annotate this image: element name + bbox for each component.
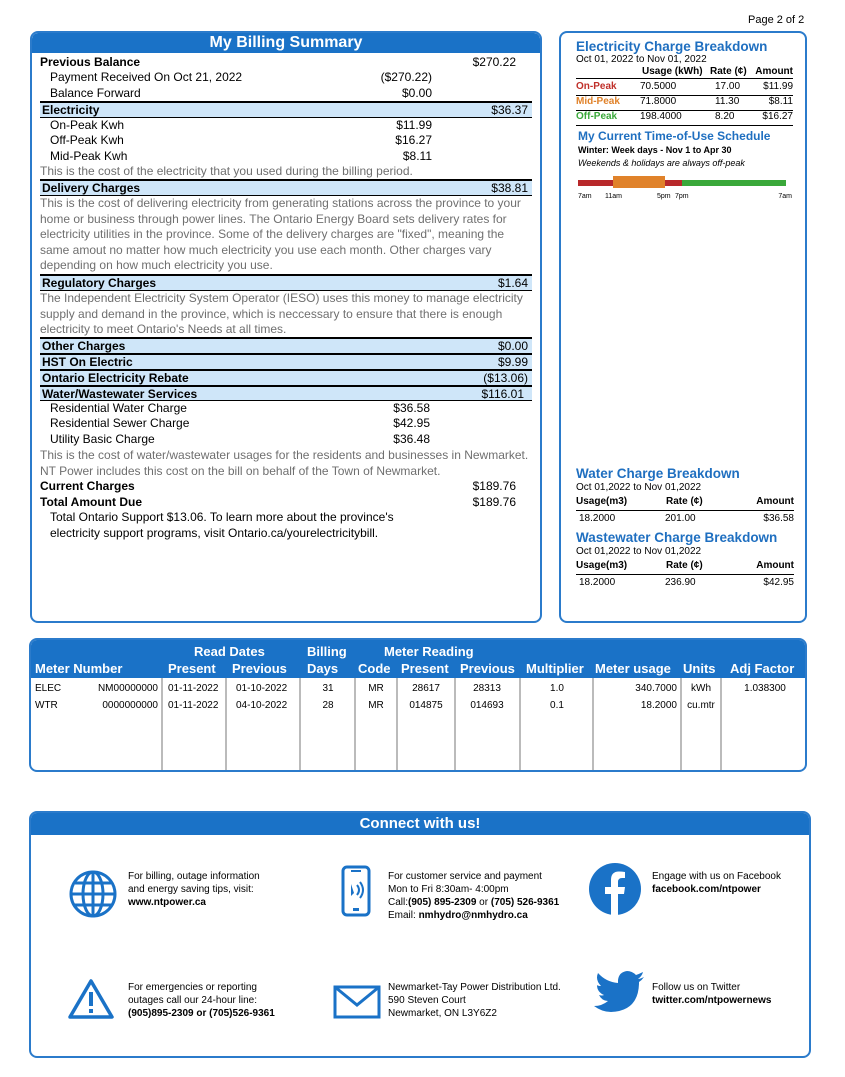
meter-cell-previous: 01-10-2022 (236, 683, 288, 694)
elec-breakdown-period: Oct 01, 2022 to Nov 01, 2022 (576, 54, 707, 65)
meter-cell-days: 28 (322, 700, 334, 711)
email-link[interactable]: nmhydro@nmhydro.ca (418, 910, 528, 921)
emergency-line2: outages call our 24-hour line: (128, 995, 257, 1006)
h-present: Present (168, 661, 216, 676)
phone-email (388, 909, 559, 922)
emergency-info (128, 981, 275, 1020)
meter-cell-number: 0000000000 (102, 700, 158, 711)
delivery-charges-label: Delivery Charges (42, 181, 141, 195)
amount-value: $16.27 (762, 111, 793, 122)
res-water-label: Residential Water Charge (50, 401, 187, 415)
meter-table-header (31, 640, 805, 678)
tou-onpeak-segment-1 (578, 180, 613, 186)
mail-icon (333, 985, 381, 1019)
elec-breakdown-row (576, 81, 793, 96)
ontario-support-note: Total Ontario Support $13.06. To learn more about the province's electricity support programs, visit Ontario.ca/yourelectricitybill. (50, 510, 394, 540)
meter-table-panel (29, 638, 807, 772)
usage-value: 198.4000 (640, 111, 682, 122)
web-line1: For billing, outage information (128, 871, 260, 882)
address-line1: Newmarket-Tay Power Distribution Ltd. (388, 982, 561, 993)
other-charges-label: Other Charges (42, 339, 126, 353)
wastewater-breakdown-header (576, 560, 794, 575)
tou-tick-0: 7am (578, 193, 592, 200)
meter-cell-usage: 340.7000 (635, 683, 677, 694)
water-rate: 201.00 (665, 513, 696, 524)
h-previous2: Previous (460, 661, 515, 676)
elec-breakdown-row (576, 111, 793, 126)
ontario-rebate-label: Ontario Electricity Rebate (42, 371, 189, 385)
wastewater-breakdown-period: Oct 01,2022 to Nov 01,2022 (576, 546, 702, 557)
wastewater-rate: 236.90 (665, 577, 696, 588)
previous-balance-value: $270.22 (472, 55, 516, 69)
wastewater-col-usage: Usage(m3) (576, 560, 628, 571)
meter-cell-previous: 04-10-2022 (236, 700, 288, 711)
tou-ticks (578, 193, 792, 203)
delivery-charges-value: $38.81 (491, 181, 528, 195)
regulatory-note: The Independent Electricity System Operator (IESO) uses this money to manage electricity supply and demand in the province, which is neccessary to ensure that there is enough electricity to meet Ontario's Needs at all times. (40, 291, 523, 336)
tou-title: My Current Time-of-Use Schedule (578, 129, 771, 143)
h-present2: Present (401, 661, 449, 676)
rate-period-name: On-Peak (576, 81, 617, 92)
page-number: Page 2 of 2 (748, 14, 805, 26)
res-sewer-value: $42.95 (393, 416, 430, 430)
twitter-info (652, 981, 771, 1007)
facebook-icon[interactable] (588, 862, 642, 916)
h-meter-number: Meter Number (35, 661, 123, 676)
tou-weekend-note: Weekends & holidays are always off-peak (578, 158, 745, 168)
web-line2: and energy saving tips, visit: (128, 884, 254, 895)
balance-forward-label: Balance Forward (50, 86, 141, 100)
facebook-url-link[interactable]: facebook.com/ntpower (652, 884, 761, 895)
fb-line1: Engage with us on Facebook (652, 871, 781, 882)
off-peak-value: $16.27 (395, 133, 432, 147)
total-amount-due-value: $189.76 (472, 495, 516, 509)
previous-balance-label: Previous Balance (40, 55, 141, 69)
payment-received-value: ($270.22) (380, 70, 432, 84)
hst-label: HST On Electric (42, 355, 133, 369)
ontario-rebate-value: ($13.06) (483, 371, 528, 385)
regulatory-charges-label: Regulatory Charges (42, 276, 157, 290)
res-water-value: $36.58 (393, 401, 430, 415)
phone-call-label: Call: (388, 897, 409, 908)
meter-cell-units: kWh (691, 683, 711, 694)
utility-basic-label: Utility Basic Charge (50, 432, 155, 446)
h-meter-usage: Meter usage (595, 661, 671, 676)
phone-or: or (476, 897, 491, 908)
h-read-dates: Read Dates (194, 644, 265, 659)
phone-line2: Mon to Fri 8:30am- 4:00pm (388, 884, 509, 895)
mobile-phone-icon (341, 865, 371, 917)
amount-value: $8.11 (768, 96, 793, 107)
address-line2: 590 Steven Court (388, 995, 466, 1006)
usage-value: 71.8000 (640, 96, 677, 107)
water-amount: $36.58 (763, 513, 794, 524)
water-col-usage: Usage(m3) (576, 496, 628, 507)
tou-tick-3: 7pm (675, 193, 689, 200)
utility-basic-value: $36.48 (393, 432, 430, 446)
elec-breakdown-title: Electricity Charge Breakdown (576, 39, 768, 54)
h-units: Units (683, 661, 716, 676)
connect-title: Connect with us! (31, 813, 809, 835)
water-note: This is the cost of water/wastewater usages for the residents and businesses in Newmarket. NT Power includes this cost on the bill on behalf of the Town of Newmarket. (40, 448, 529, 478)
meter-cell-read-previous: 28313 (473, 683, 501, 694)
payment-received-label: Payment Received On Oct 21, 2022 (50, 70, 243, 84)
balance-forward-value: $0.00 (401, 86, 432, 100)
wastewater-breakdown-row (576, 577, 794, 591)
meter-cell-days: 31 (322, 683, 334, 694)
meter-row (31, 683, 807, 699)
water-breakdown-title: Water Charge Breakdown (576, 466, 740, 481)
h-adj-factor: Adj Factor (730, 661, 795, 676)
delivery-note: This is the cost of delivering electricity from generating stations across the province to your home or business through power lines. The Ontario Energy Board sets delivery rates for electricity utilities in the province. Some of the delivery charges are "fixed", meaning the same amout no matter how much electricity you use each month. Other charges vary depending on how much electricity you use. (40, 196, 521, 272)
water-services-label: Water/Wastewater Services (42, 387, 198, 401)
phone-number-1[interactable]: (905) 895-2309 (408, 897, 477, 908)
rate-value: 11.30 (715, 96, 740, 107)
rate-period-name: Mid-Peak (576, 96, 620, 107)
water-usage: 18.2000 (579, 513, 616, 524)
phone-numbers (388, 896, 559, 909)
on-peak-value: $11.99 (396, 118, 432, 132)
meter-cell-read-present: 28617 (412, 683, 440, 694)
tou-tick-2: 5pm (657, 193, 671, 200)
meter-cell-adj: 1.038300 (744, 683, 786, 694)
tou-tick-1: 11am (605, 193, 622, 200)
twitter-icon[interactable] (594, 971, 646, 1015)
on-peak-label: On-Peak Kwh (50, 118, 125, 132)
wastewater-col-rate: Rate (¢) (666, 560, 703, 571)
wastewater-usage: 18.2000 (579, 577, 616, 588)
web-url-link[interactable]: www.ntpower.ca (128, 897, 206, 908)
col-usage-header: Usage (kWh) (642, 66, 703, 77)
wastewater-breakdown-title: Wastewater Charge Breakdown (576, 530, 778, 545)
res-sewer-label: Residential Sewer Charge (50, 416, 190, 430)
mid-peak-value: $8.11 (402, 149, 432, 163)
electricity-note: This is the cost of the electricity that you used during the billing period. (40, 164, 413, 178)
current-charges-value: $189.76 (472, 479, 516, 493)
electricity-label: Electricity (42, 103, 100, 117)
h-code: Code (358, 661, 391, 676)
mailing-address (388, 981, 561, 1020)
wastewater-col-amount: Amount (756, 560, 794, 571)
phone-line1: For customer service and payment (388, 871, 542, 882)
usage-value: 70.5000 (640, 81, 677, 92)
h-multiplier: Multiplier (526, 661, 584, 676)
meter-cell-multiplier: 0.1 (550, 700, 564, 711)
elec-breakdown-header (576, 66, 793, 79)
water-breakdown-period: Oct 01,2022 to Nov 01,2022 (576, 482, 702, 493)
emergency-line1: For emergencies or reporting (128, 982, 257, 993)
tou-season: Winter: Week days - Nov 1 to Apr 30 (578, 145, 732, 155)
meter-cell-present: 01-11-2022 (168, 683, 219, 694)
meter-cell-code: MR (368, 683, 384, 694)
water-breakdown-row (576, 513, 794, 527)
h-billing: Billing (307, 644, 347, 659)
total-amount-due-label: Total Amount Due (40, 495, 142, 509)
col-rate-header: Rate (¢) (710, 66, 747, 77)
phone-info (388, 870, 559, 922)
phone-number-2[interactable]: (705) 526-9361 (490, 897, 560, 908)
amount-value: $11.99 (763, 81, 793, 92)
water-col-amount: Amount (756, 496, 794, 507)
meter-cell-type: WTR (35, 700, 58, 711)
electricity-value: $36.37 (491, 103, 528, 117)
wastewater-amount: $42.95 (763, 577, 794, 588)
meter-cell-type: ELEC (35, 683, 62, 694)
twitter-url-link[interactable]: twitter.com/ntpowernews (652, 995, 772, 1006)
tw-line1: Follow us on Twitter (652, 982, 741, 993)
h-meter-reading: Meter Reading (384, 644, 474, 659)
rate-value: 17.00 (715, 81, 741, 92)
water-col-rate: Rate (¢) (666, 496, 703, 507)
regulatory-charges-value: $1.64 (497, 276, 528, 290)
col-amount-header: Amount (755, 66, 793, 77)
elec-breakdown-row (576, 96, 793, 111)
meter-row (31, 700, 807, 716)
meter-cell-units: cu.mtr (687, 700, 715, 711)
address-line3: Newmarket, ON L3Y6Z2 (388, 1008, 497, 1019)
h-previous: Previous (232, 661, 287, 676)
emergency-numbers[interactable]: (905)895-2309 or (705)526-9361 (128, 1008, 275, 1019)
meter-cell-number: NM00000000 (97, 683, 158, 694)
globe-icon (67, 868, 119, 920)
rate-value: 8.20 (715, 111, 735, 122)
warning-icon (67, 978, 115, 1020)
tou-tick-4: 7am (778, 193, 792, 200)
current-charges-label: Current Charges (40, 479, 135, 493)
breakdown-panel (559, 31, 807, 623)
mid-peak-label: Mid-Peak Kwh (50, 149, 128, 163)
tou-midpeak-segment (613, 176, 665, 188)
billing-summary-panel (30, 31, 542, 623)
web-info (128, 870, 260, 909)
connect-panel (29, 811, 811, 1058)
water-breakdown-header (576, 496, 794, 511)
other-charges-value: $0.00 (497, 339, 528, 353)
tou-offpeak-segment (682, 180, 786, 186)
rate-period-name: Off-Peak (576, 111, 618, 122)
meter-cell-code: MR (368, 700, 384, 711)
meter-cell-read-present: 014875 (409, 700, 443, 711)
meter-cell-usage: 18.2000 (640, 700, 677, 711)
water-services-value: $116.01 (481, 387, 524, 401)
email-label: Email: (388, 910, 419, 921)
meter-cell-present: 01-11-2022 (168, 700, 219, 711)
off-peak-label: Off-Peak Kwh (50, 133, 124, 147)
meter-cell-multiplier: 1.0 (550, 683, 564, 694)
facebook-info (652, 870, 781, 896)
meter-cell-read-previous: 014693 (470, 700, 504, 711)
hst-value: $9.99 (497, 355, 528, 369)
billing-summary-title: My Billing Summary (32, 33, 540, 53)
h-days: Days (307, 661, 339, 676)
tou-onpeak-segment-2 (665, 180, 682, 186)
